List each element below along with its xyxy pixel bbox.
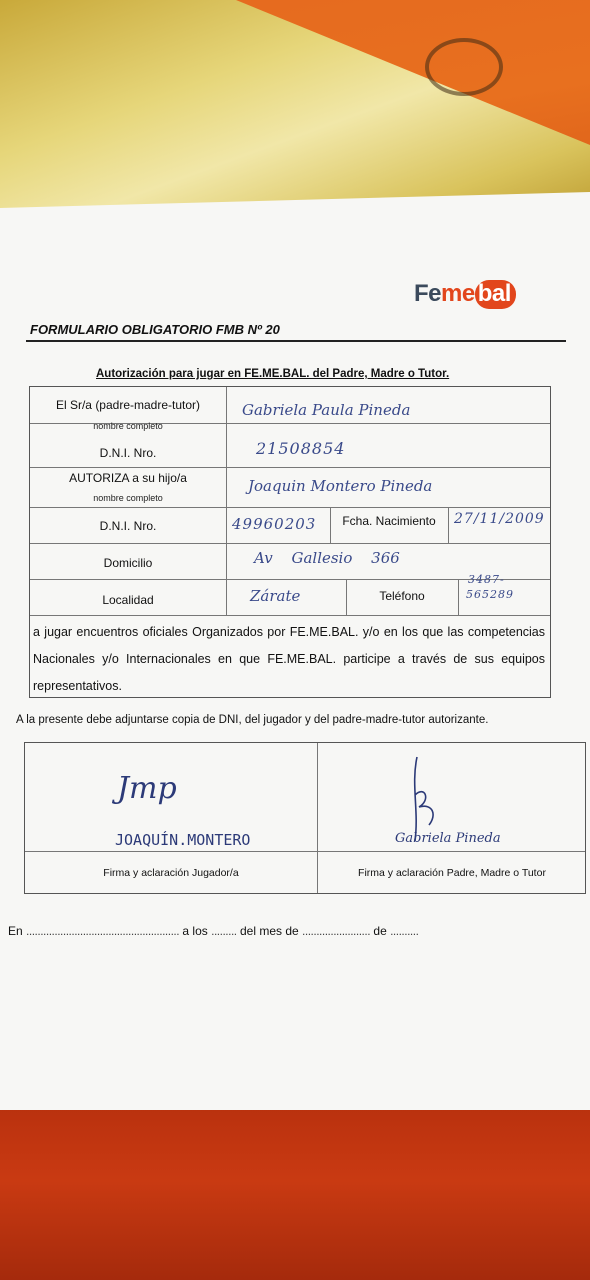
- column-divider: [226, 387, 227, 615]
- column-divider: [448, 507, 449, 543]
- parent-printed-name[interactable]: Gabriela Pineda: [395, 831, 501, 846]
- parent-name-value[interactable]: Gabriela Paula Pineda: [242, 401, 411, 419]
- child-sublabel: nombre completo: [93, 493, 163, 503]
- phone-value-line1[interactable]: 3487-: [468, 573, 505, 586]
- femebal-logo: Feme bal: [414, 280, 516, 308]
- player-signature[interactable]: Jmp: [117, 771, 177, 806]
- form-title: FORMULARIO OBLIGATORIO FMB Nº 20: [30, 322, 280, 337]
- child-dni-label: D.N.I. Nro.: [99, 519, 157, 533]
- birth-date-label: Fcha. Nacimiento: [342, 514, 436, 528]
- player-signature-caption: Firma y aclaración Jugador/a: [103, 867, 239, 879]
- title-divider: [26, 340, 566, 342]
- parent-label: El Sr/a (padre-madre-tutor): [55, 398, 201, 412]
- row-divider: [30, 543, 550, 544]
- table-stain: [425, 38, 503, 96]
- player-printed-name[interactable]: JOAQUÍN.MONTERO: [115, 831, 251, 849]
- parent-sublabel: nombre completo: [93, 421, 163, 431]
- birth-date-value[interactable]: 27/11/2009: [454, 511, 545, 527]
- row-divider: [30, 507, 550, 508]
- row-divider: [30, 467, 550, 468]
- child-name-value[interactable]: Joaquin Montero Pineda: [248, 477, 433, 495]
- signature-row-divider: [25, 851, 585, 852]
- authorization-table: [29, 386, 551, 698]
- phone-label: Teléfono: [379, 589, 425, 603]
- city-value[interactable]: Zárate: [250, 587, 301, 605]
- child-dni-value[interactable]: 49960203: [232, 515, 317, 533]
- address-value[interactable]: Av Gallesio 366: [254, 549, 400, 567]
- signature-table: [24, 742, 586, 894]
- address-label: Domicilio: [103, 556, 153, 570]
- attachment-note: A la presente debe adjuntarse copia de DNI, del jugador y del padre-madre-tutor autorizante.: [16, 714, 489, 726]
- child-label: AUTORIZA a su hijo/a: [69, 471, 187, 485]
- date-place-line: En ...................................................... a los ......... del mes de ........................ de ..........: [8, 924, 419, 938]
- row-divider: [30, 615, 550, 616]
- column-divider: [458, 579, 459, 615]
- city-label: Localidad: [102, 593, 154, 607]
- phone-value-line2[interactable]: 565289: [466, 588, 514, 601]
- parent-dni-label: D.N.I. Nro.: [99, 446, 157, 460]
- parent-signature-caption: Firma y aclaración Padre, Madre o Tutor: [358, 867, 546, 879]
- form-subtitle: Autorización para jugar en FE.ME.BAL. del Padre, Madre o Tutor.: [96, 368, 450, 380]
- parent-dni-value[interactable]: 21508854: [256, 439, 346, 458]
- background-bottom-surface: [0, 1100, 590, 1280]
- authorization-text: a jugar encuentros oficiales Organizados por FE.ME.BAL. y/o en los que las competencias Nacionales y/o Internacionales en que FE.ME.BAL. participe a través de sus equipos representativos.: [33, 625, 545, 693]
